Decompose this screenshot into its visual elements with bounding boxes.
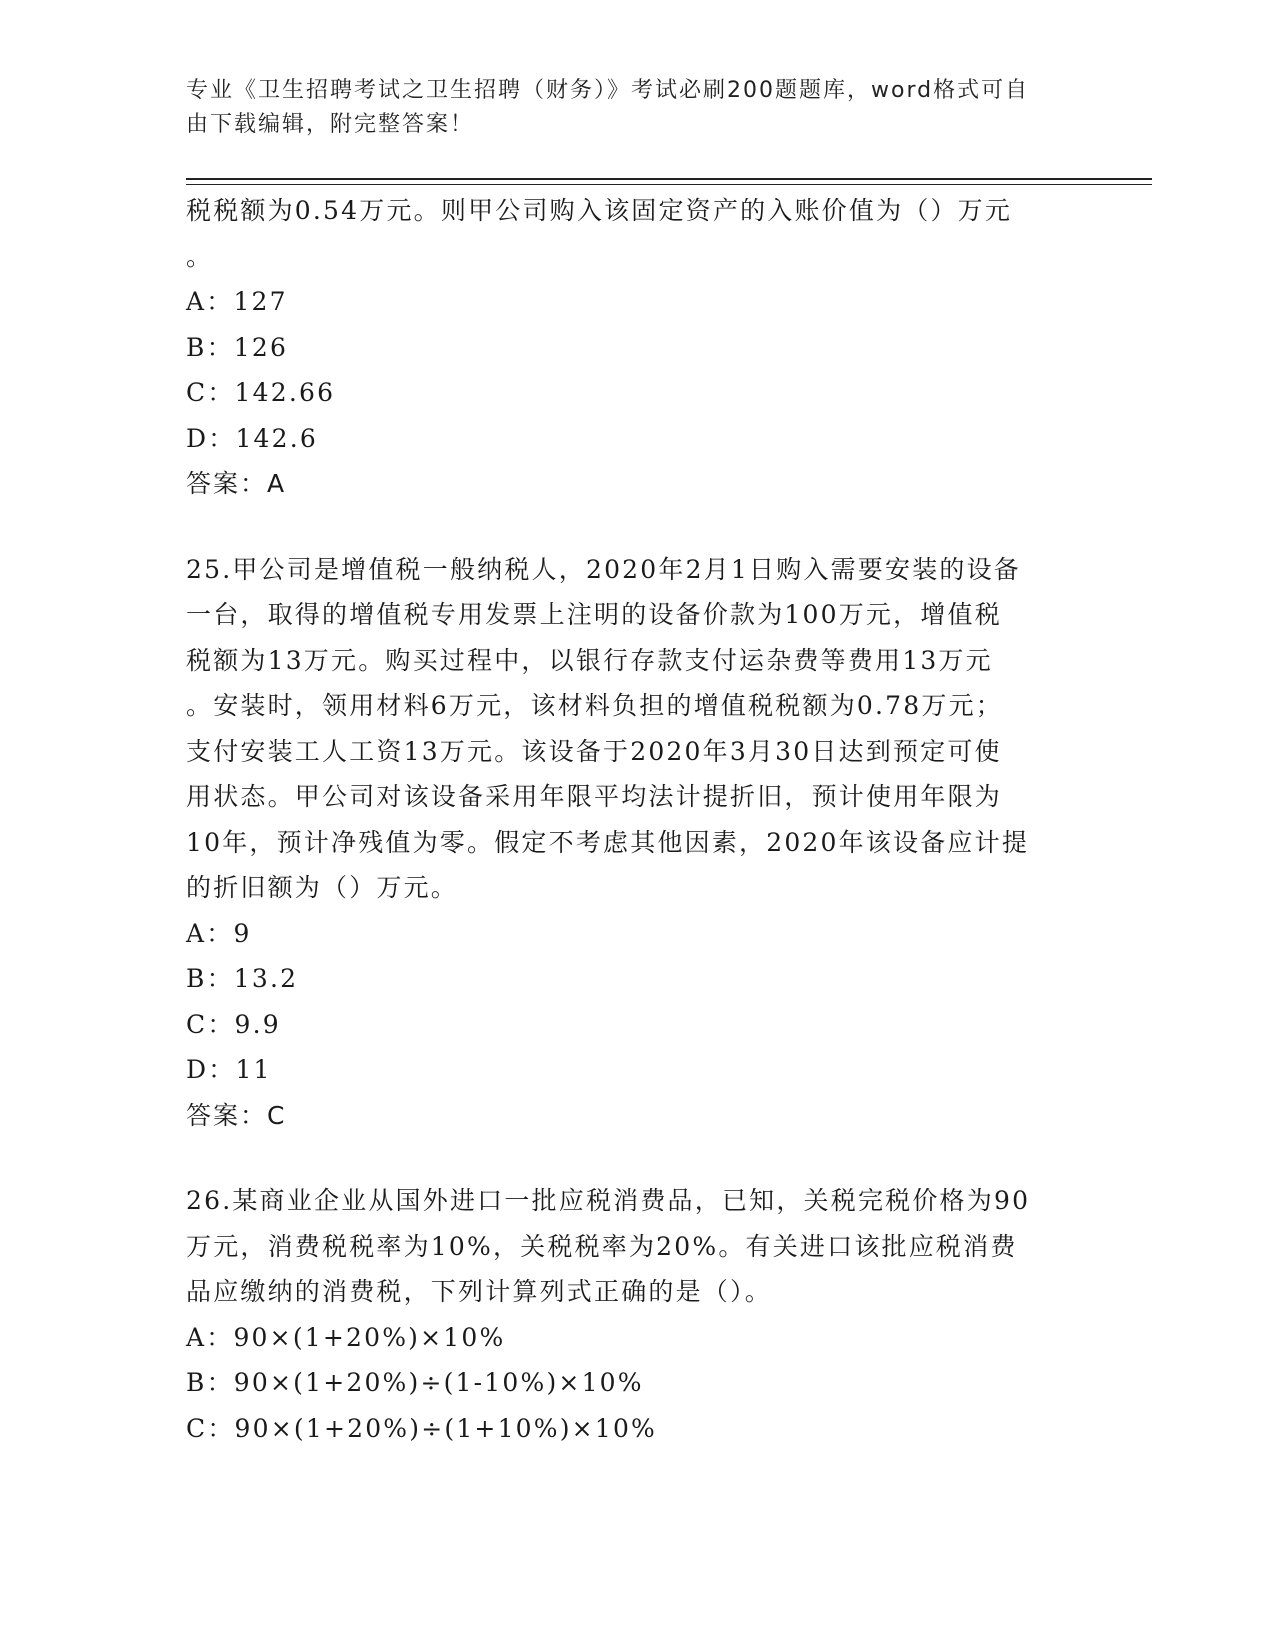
option-d: D：142.6 xyxy=(186,423,319,453)
answer-label: 答案：C xyxy=(186,1100,287,1130)
question-stem xyxy=(186,1178,1086,1315)
option-c: C：142.66 xyxy=(186,378,336,407)
question-25 xyxy=(186,547,1086,1139)
stem-line: 万元，消费税税率为10%，关税税率为20%。有关进口该批应税消费 xyxy=(186,1231,1018,1261)
stem-line: 一台，取得的增值税专用发票上注明的设备价款为100万元，增值税 xyxy=(186,600,1002,629)
stem-line: 。 xyxy=(186,241,214,271)
option-b: B：90×(1+20%)÷(1-10%)×10% xyxy=(186,1368,644,1397)
option-a: A：90×(1+20%)×10% xyxy=(186,1322,506,1352)
header-title-line-1: 专业《卫生招聘考试之卫生招聘（财务）》考试必刷200题题库，word格式可自 xyxy=(186,78,1030,103)
header-title-line-2: 由下载编辑，附完整答案！ xyxy=(186,112,475,137)
stem-line: 。安装时，领用材料6万元，该材料负担的增值税税额为0.78万元； xyxy=(186,691,1003,720)
option-b: B：126 xyxy=(186,332,289,362)
stem-line: 税额为13万元。购买过程中，以银行存款支付运杂费等费用13万元 xyxy=(186,645,993,675)
document-header xyxy=(186,74,1066,142)
option-d: D：11 xyxy=(186,1055,272,1084)
spacer xyxy=(186,507,1086,547)
answer-label: 答案：A xyxy=(186,469,287,498)
option-a: A：9 xyxy=(186,918,252,948)
option-c: C：90×(1+20%)÷(1+10%)×10% xyxy=(186,1413,658,1443)
option-b: B：13.2 xyxy=(186,964,299,993)
stem-line: 税税额为0.54万元。则甲公司购入该固定资产的入账价值为（）万元 xyxy=(186,196,1013,225)
stem-line: 支付安装工人工资13万元。该设备于2020年3月30日达到预定可使 xyxy=(186,736,1002,766)
spacer xyxy=(186,1138,1086,1178)
stem-line: 的折旧额为（）万元。 xyxy=(186,873,459,902)
question-26 xyxy=(186,1178,1086,1451)
option-c: C：9.9 xyxy=(186,1009,281,1039)
question-stem xyxy=(186,188,1086,279)
question-24 xyxy=(186,188,1086,507)
header-divider-thick xyxy=(186,178,1152,180)
stem-line: 26.某商业企业从国外进口一批应税消费品，已知，关税完税价格为90 xyxy=(186,1186,1031,1215)
question-stem xyxy=(186,547,1086,911)
stem-line: 用状态。甲公司对该设备采用年限平均法计提折旧，预计使用年限为 xyxy=(186,782,1003,811)
stem-line: 25.甲公司是增值税一般纳税人，2020年2月1日购入需要安装的设备 xyxy=(186,554,1021,584)
option-a: A：127 xyxy=(186,287,288,316)
header-divider-thin xyxy=(186,184,1152,185)
stem-line: 品应缴纳的消费税，下列计算列式正确的是（）。 xyxy=(186,1277,772,1306)
document-body xyxy=(186,188,1086,1451)
stem-line: 10年，预计净残值为零。假定不考虑其他因素，2020年该设备应计提 xyxy=(186,827,1030,857)
